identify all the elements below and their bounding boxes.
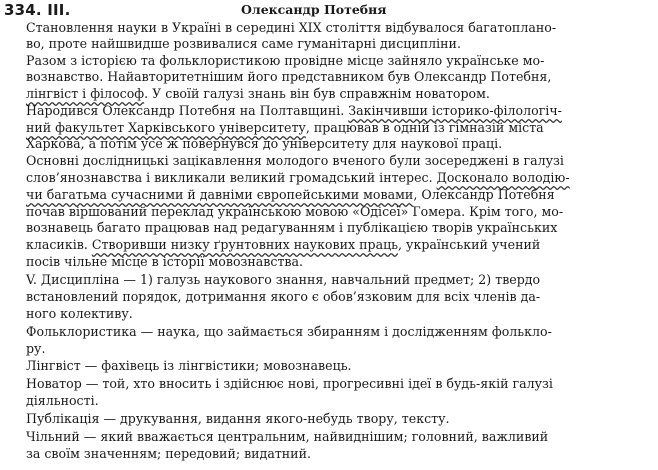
text-span: . У своїй галузі знань він був справжнім новатором. <box>144 86 490 101</box>
glossary-line <box>26 446 311 462</box>
text-span: посів чільне місце в історії мовознавства. <box>26 254 304 269</box>
glossary-line <box>26 376 553 392</box>
text-line <box>26 36 461 52</box>
text-span: вознавство. Найавторитетнішим його представником був Олександр Потебня, <box>26 69 552 84</box>
glossary-line <box>26 272 540 288</box>
glossary-line <box>26 358 352 374</box>
text-span: вознавець багато працював над редагуванням і публікацією творів українських <box>26 220 558 235</box>
exercise-number: 334. ІІІ. <box>4 1 71 19</box>
text-line <box>26 53 544 69</box>
text-line <box>26 153 564 169</box>
underlined-phrase: ний факультет Харківського університету <box>26 120 306 135</box>
glossary-line <box>26 289 540 305</box>
text-span: Новатор — той, хто вносить і здійснює нові, прогресивні ідеї в будь-якій галузі <box>26 376 553 391</box>
text-line <box>26 254 303 270</box>
glossary-line <box>26 306 133 322</box>
text-line <box>26 20 556 36</box>
text-span: , український учений <box>398 237 541 252</box>
underlined-phrase: Створивши низку ґрунтовних наукових праць <box>91 237 399 252</box>
text-line <box>26 170 570 186</box>
text-line <box>26 204 563 220</box>
text-span: , Олександр Потебня <box>413 187 555 202</box>
text-span: класиків. <box>26 237 92 252</box>
exercise-header <box>4 0 654 20</box>
text-span: во, проте найшвидше розвивалися саме гуманітарні дисципліни. <box>26 36 461 51</box>
text-line <box>26 237 540 253</box>
text-span: Фольклористика — наука, що займається збиранням і дослідженням фолькло- <box>26 324 552 339</box>
underlined-phrase: чи багатьма сучасними й давніми європейськими мовами <box>26 187 414 202</box>
text-span: , працював в одній із гімназій міста <box>305 120 544 135</box>
text-span: Разом з історією та фольклористикою провідне місце зайняло українське мо- <box>26 53 545 68</box>
text-span: діяльності. <box>26 393 99 408</box>
glossary-line <box>26 324 552 340</box>
text-span: V. Дисципліна — 1) галузь наукового знання, навчальний предмет; 2) твердо <box>26 272 541 287</box>
text-line <box>26 220 557 236</box>
glossary-line <box>26 429 548 445</box>
text-line <box>26 187 555 203</box>
text-line <box>26 103 562 119</box>
text-span: слов’янознавства і викликали великий громадський інтерес. <box>26 170 437 185</box>
text-line <box>26 86 490 102</box>
glossary-line <box>26 341 45 357</box>
text-span: Становлення науки в Україні в середині XIX століття відбувалося багатоплано- <box>26 20 557 35</box>
text-line <box>26 136 502 152</box>
underlined-phrase: Досконало володію- <box>436 170 570 185</box>
glossary-line <box>26 411 450 427</box>
text-span: встановлений порядок, дотримання якого є обов’язковим для всіх членів да- <box>26 289 541 304</box>
text-line <box>26 120 544 136</box>
exercise-title: Олександр Потебня <box>241 2 387 17</box>
text-span: ного колективу. <box>26 306 133 321</box>
glossary-line <box>26 393 99 409</box>
text-span: Харкова, а потім усе ж повернувся до університету для наукової праці. <box>26 136 503 151</box>
underlined-phrase: Закінчивши історико-філологіч- <box>348 103 562 118</box>
text-line <box>26 69 551 85</box>
text-span: Основні дослідницькі зацікавлення молодого вченого були зосереджені в галузі <box>26 153 564 168</box>
text-span: Народився Олександр Потебня на Полтавщині. <box>26 103 349 118</box>
underlined-phrase: лінгвіст і філософ <box>26 86 145 101</box>
text-span: почав віршований переклад українською мовою «Одісеї» Гомера. Крім того, мо- <box>26 204 564 219</box>
text-span: Лінгвіст — фахівець із лінгвістики; мовознавець. <box>26 358 352 373</box>
text-span: за своїм значенням; передовий; видатний. <box>26 446 311 461</box>
text-span: Чільний — який вважається центральним, найвиднішим; головний, важливий <box>26 429 549 444</box>
text-span: Публікація — друкування, видання якого-небудь твору, тексту. <box>26 411 450 426</box>
text-span: ру. <box>26 341 46 356</box>
